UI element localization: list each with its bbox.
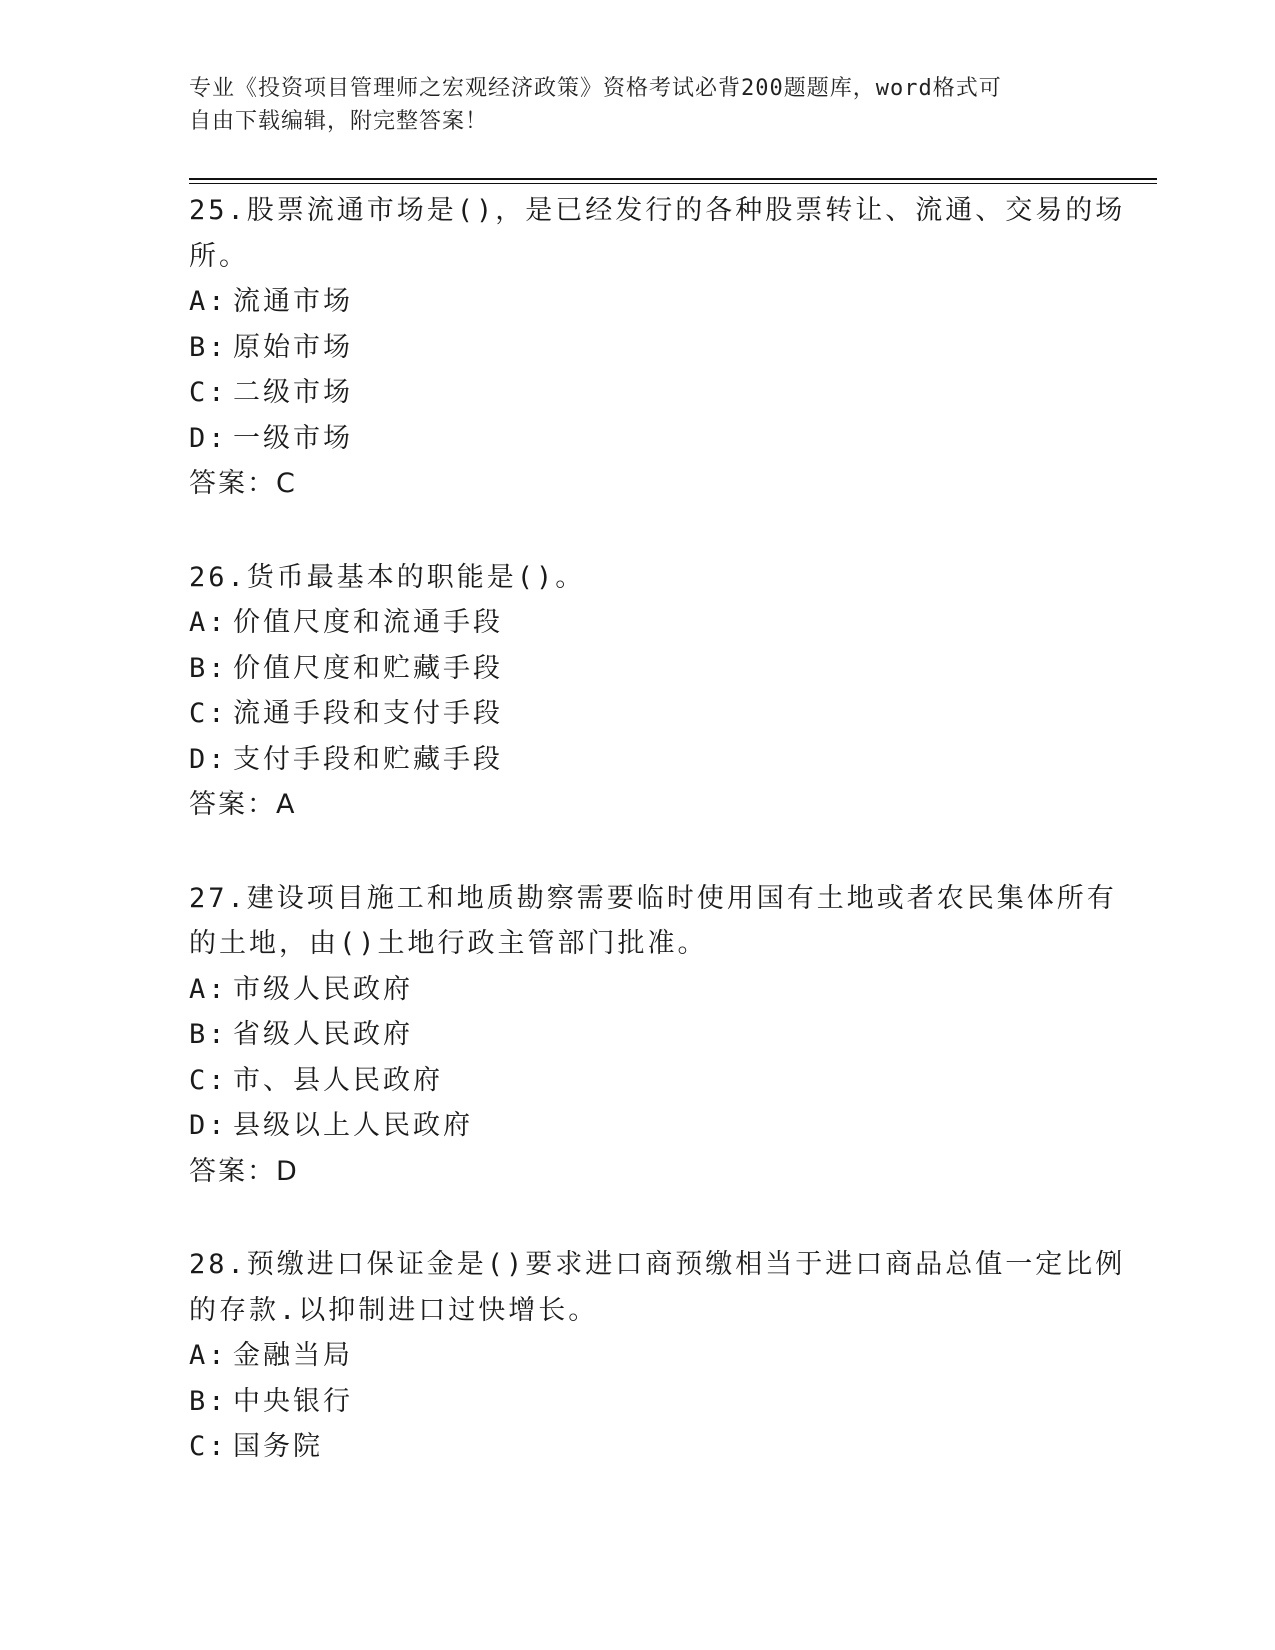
option-b bbox=[189, 1012, 1089, 1058]
option-label: A: bbox=[189, 286, 228, 317]
option-text: 县级以上人民政府 bbox=[233, 1110, 473, 1141]
option-text: 原始市场 bbox=[233, 331, 353, 363]
option-text: 国务院 bbox=[233, 1431, 323, 1462]
option-label: B: bbox=[189, 1019, 228, 1050]
question-stem-line: 所。 bbox=[189, 240, 249, 272]
option-c bbox=[189, 1424, 1089, 1470]
option-c bbox=[189, 1058, 1089, 1104]
option-text: 二级市场 bbox=[233, 377, 353, 408]
option-d bbox=[189, 416, 1089, 462]
option-text: 支付手段和贮藏手段 bbox=[233, 743, 503, 775]
option-label: A: bbox=[189, 607, 228, 638]
option-a bbox=[189, 967, 1089, 1013]
option-label: A: bbox=[189, 1340, 228, 1371]
option-label: B: bbox=[189, 652, 228, 684]
option-b bbox=[189, 1379, 1089, 1425]
option-a bbox=[189, 279, 1089, 325]
option-text: 一级市场 bbox=[233, 422, 353, 454]
header-line-1: 专业《投资项目管理师之宏观经济政策》资格考试必背200题题库，word格式可 bbox=[189, 76, 1002, 101]
document-header bbox=[189, 72, 1069, 138]
question-stem-line: 26.货币最基本的职能是()。 bbox=[189, 561, 586, 593]
option-label: C: bbox=[189, 377, 228, 408]
option-text: 流通市场 bbox=[233, 286, 353, 317]
option-text: 金融当局 bbox=[233, 1340, 353, 1371]
header-divider bbox=[189, 178, 1157, 184]
option-label: D: bbox=[189, 743, 228, 775]
question-stem-line: 27.建设项目施工和地质勘察需要临时使用国有土地或者农民集体所有 bbox=[189, 882, 1117, 914]
option-label: B: bbox=[189, 331, 228, 363]
option-label: A: bbox=[189, 973, 228, 1005]
option-label: C: bbox=[189, 1431, 228, 1462]
question-28 bbox=[189, 1242, 1126, 1470]
question-27 bbox=[189, 876, 1117, 1195]
option-label: C: bbox=[189, 1064, 228, 1096]
option-a bbox=[189, 600, 1089, 646]
option-label: D: bbox=[189, 422, 228, 454]
option-text: 价值尺度和贮藏手段 bbox=[233, 652, 503, 684]
option-b bbox=[189, 325, 1089, 371]
option-text: 中央银行 bbox=[233, 1385, 353, 1417]
option-c bbox=[189, 691, 1089, 737]
answer-line: 答案：A bbox=[189, 789, 297, 820]
option-a bbox=[189, 1333, 1089, 1379]
option-text: 市、县人民政府 bbox=[233, 1064, 443, 1096]
option-label: C: bbox=[189, 698, 228, 729]
option-d bbox=[189, 737, 1089, 783]
option-text: 价值尺度和流通手段 bbox=[233, 607, 503, 638]
option-text: 省级人民政府 bbox=[233, 1019, 413, 1050]
question-25 bbox=[189, 188, 1126, 507]
question-stem-line: 25.股票流通市场是()，是已经发行的各种股票转让、流通、交易的场 bbox=[189, 195, 1126, 226]
option-text: 市级人民政府 bbox=[233, 973, 413, 1005]
option-d bbox=[189, 1103, 1089, 1149]
option-c bbox=[189, 370, 1089, 416]
header-line-2: 自由下载编辑，附完整答案！ bbox=[189, 109, 489, 134]
question-stem-line: 的土地，由()土地行政主管部门批准。 bbox=[189, 928, 708, 959]
option-label: D: bbox=[189, 1110, 228, 1141]
option-label: B: bbox=[189, 1385, 228, 1417]
answer-line: 答案：C bbox=[189, 468, 297, 499]
answer-line: 答案：D bbox=[189, 1155, 299, 1187]
option-text: 流通手段和支付手段 bbox=[233, 698, 503, 729]
question-stem-line: 的存款.以抑制进口过快增长。 bbox=[189, 1294, 599, 1326]
question-list bbox=[189, 188, 1126, 1518]
question-26 bbox=[189, 555, 1089, 828]
option-b bbox=[189, 646, 1089, 692]
question-stem-line: 28.预缴进口保证金是()要求进口商预缴相当于进口商品总值一定比例 bbox=[189, 1249, 1126, 1280]
